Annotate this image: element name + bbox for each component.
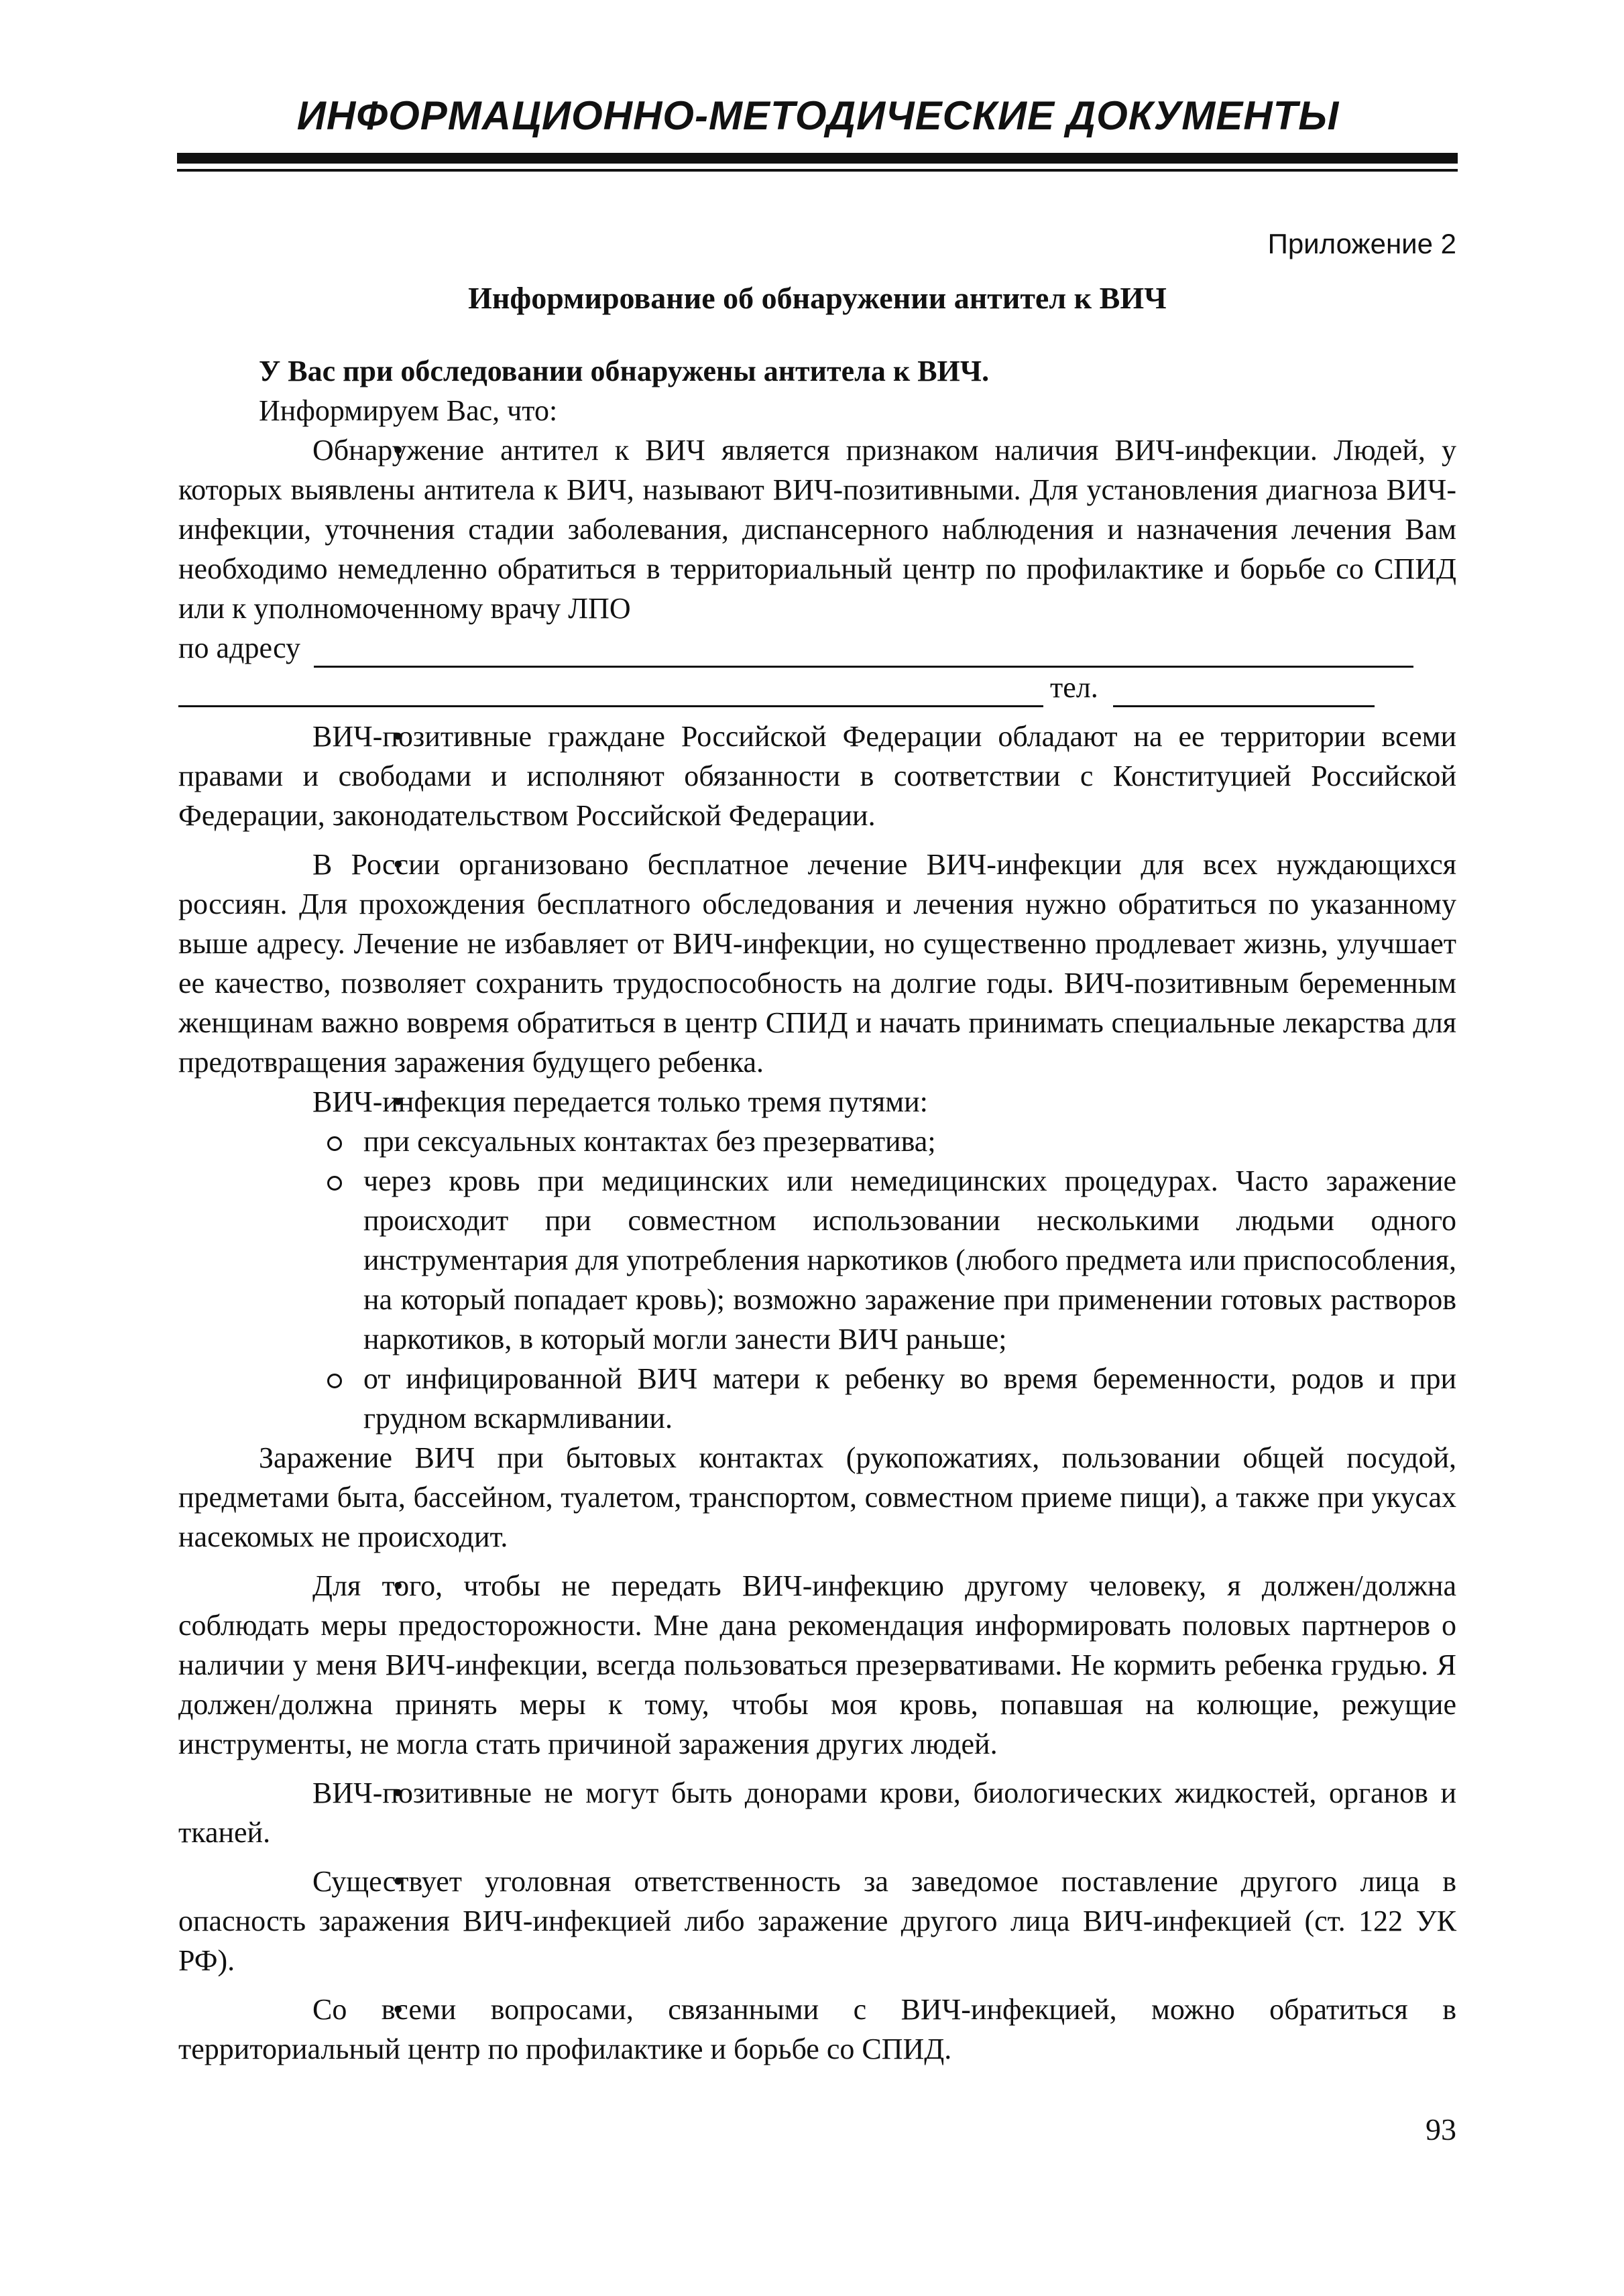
- bullet-item: • ВИЧ-инфекция передается только тремя путями:: [178, 1082, 1456, 1122]
- address-label: по адресу: [178, 631, 301, 664]
- page-number: 93: [1426, 2112, 1456, 2147]
- bullet-icon: [286, 1776, 312, 1809]
- bullet-icon: [286, 720, 312, 753]
- document-title: Информирование об обнаружении антител к ВИЧ: [468, 281, 1167, 315]
- header-rule-thick: [177, 153, 1458, 164]
- bullet-icon: [286, 434, 312, 467]
- bullet-icon: [286, 848, 312, 881]
- sub-bullet-item: при сексуальных контактах без презерватива;: [178, 1122, 1456, 1161]
- intro-text: Информируем Вас, что:: [259, 394, 558, 427]
- address-phone-row: [178, 668, 1456, 707]
- bullet-item: • Со всеми вопросами, связанными с ВИЧ-инфекцией, можно обратиться в территориальный центр по профилактике и борьбе со СПИД.: [178, 1990, 1456, 2069]
- sub-bullet-item: от инфицированной ВИЧ матери к ребенку во время беременности, родов и при грудном вскармливании.: [178, 1359, 1456, 1438]
- address-row: [178, 628, 1456, 668]
- phone-label: тел.: [1050, 671, 1098, 704]
- bullet-item: • В России организовано бесплатное лечение ВИЧ-инфекции для всех нуждающихся россиян. Для прохождения бесплатного обследования и лечения нужно обратиться по указанному выше адресу. Лечение не избавляет от ВИЧ-инфекции, но существенно продлевает жизнь, улучшает ее качество, позволяет сохранить трудоспособность на долгие годы. ВИЧ-позитивным беременным женщинам важно вовремя обратиться в центр СПИД и начать принимать специальные лекарства для предотвращения заражения будущего ребенка.: [178, 845, 1456, 1082]
- bullet-item: • ВИЧ-позитивные граждане Российской Федерации обладают на ее территории всеми правами и свободами и исполняют обязанности в соответствии с Конституцией Российской Федерации, законодательством Российской Федерации.: [178, 717, 1456, 835]
- address-blank-line[interactable]: [314, 635, 1413, 668]
- bullet-item: • Для того, чтобы не передать ВИЧ-инфекцию другому человеку, я должен/должна соблюдать меры предосторожности. Мне дана рекомендация информировать половых партнеров о наличии у меня ВИЧ-инфекции, всегда пользоваться презервативами. Не кормить ребенка грудью. Я должен/должна принять меры к тому, чтобы моя кровь, попавшая на колющие, режущие инструменты, не могла стать причиной заражения других людей.: [178, 1566, 1456, 1764]
- bullet-item: • Обнаружение антител к ВИЧ является признаком наличия ВИЧ-инфекции. Людей, у которых выявлены антитела к ВИЧ, называют ВИЧ-позитивными. Для установления диагноза ВИЧ-инфекции, уточнения стадии заболевания, диспансерного наблюдения и назначения лечения Вам необходимо немедленно обратиться в территориальный центр по профилактике и борьбе со СПИД или к уполномоченному врачу ЛПО: [178, 430, 1456, 628]
- bullet-icon: [286, 1085, 312, 1118]
- running-header-title: ИНФОРМАЦИОННО-МЕТОДИЧЕСКИЕ ДОКУМЕНТЫ: [296, 93, 1340, 138]
- bullet-item: • Существует уголовная ответственность за заведомое поставление другого лица в опасность заражения ВИЧ-инфекцией либо заражение другого лица ВИЧ-инфекцией (ст. 122 УК РФ).: [178, 1862, 1456, 1980]
- appendix-label: Приложение 2: [1267, 228, 1456, 259]
- document-body: [178, 351, 1456, 2069]
- address-blank-line-2[interactable]: [178, 674, 1043, 707]
- bullet-item: • ВИЧ-позитивные не могут быть донорами крови, биологических жидкостей, органов и тканей.: [178, 1773, 1456, 1852]
- sub-bullet-item: через кровь при медицинских или немедицинских процедурах. Часто заражение происходит при совместном использовании несколькими людьми одного инструментария для употребления наркотиков (любого предмета или приспособления, на который попадает кровь); возможно заражение при применении готовых растворов наркотиков, в который могли занести ВИЧ раньше;: [178, 1161, 1456, 1359]
- header-rule-thin: [177, 169, 1458, 172]
- bullet-icon: [286, 1993, 312, 2026]
- bullet-icon: [286, 1865, 312, 1898]
- lead-statement: У Вас при обследовании обнаружены антитела к ВИЧ.: [259, 355, 990, 387]
- phone-blank-line[interactable]: [1113, 674, 1375, 707]
- bullet-icon: [286, 1569, 312, 1602]
- household-note: Заражение ВИЧ при бытовых контактах (рукопожатиях, пользовании общей посудой, предметами быта, бассейном, туалетом, транспортом, совместном приеме пищи), а также при укусах насекомых не происходит.: [178, 1441, 1456, 1553]
